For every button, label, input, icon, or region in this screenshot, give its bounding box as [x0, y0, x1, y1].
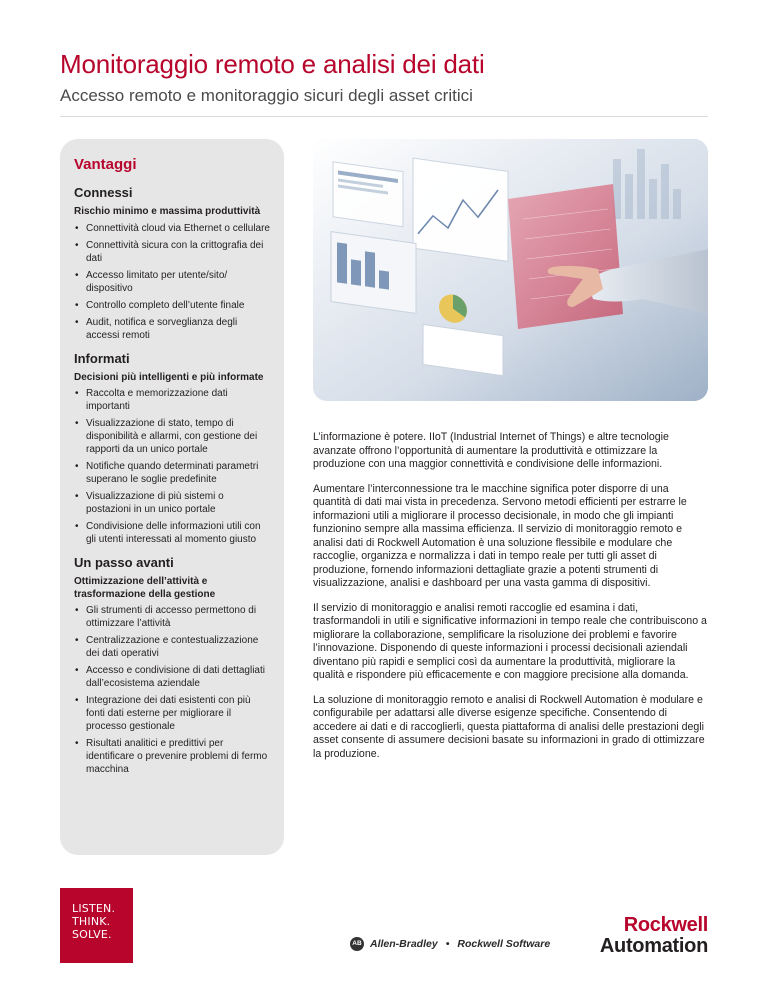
- list-item: • Visualizzazione di stato, tempo di disponibilità e allarmi, con gestione dei rapporti da un unico portale: [74, 417, 271, 456]
- list-item: • Connettività sicura con la crittografia dei dati: [74, 239, 271, 265]
- benefit-section-informed: [74, 351, 271, 547]
- partner-name: Allen-Bradley: [370, 938, 438, 950]
- page-title: Monitoraggio remoto e analisi dei dati: [60, 49, 485, 79]
- rockwell-automation-logo: [566, 915, 708, 956]
- section-subtitle: Rischio minimo e massima produttività: [74, 206, 261, 217]
- hero-illustration: [313, 139, 708, 401]
- body-paragraph: Il servizio di monitoraggio e analisi remoti raccoglie ed esamina i dati, trasformandoli in utili e significative informazioni in tempo reale che contribuiscono a migliorare la collaborazione, semplificare la risoluzione dei problemi e favorire l’innovazione. Disponendo di queste informazioni i processi decisionali aziendali diventano più rapidi e semplici così da aumentare la produttività, migliorare la qualità e rispondere più efficacemente e con maggiore precisione alla domanda.: [313, 601, 707, 681]
- body-paragraph: L’informazione è potere. IIoT (Industrial Internet of Things) e altre tecnologie avanzate offrono l’opportunità di aumentare la produttività e ottimizzare la produzione con una maggior connettività e condivisione delle informazioni.: [313, 431, 669, 470]
- body-paragraph: Aumentare l’interconnessione tra le macchine significa poter disporre di una quantità di dati mai vista in precedenza. Servono metodi efficienti per estrarre le informazioni utili a migliorare il processo decisionale, in modo che gli impianti funzionino sempre alla massima efficienza. Il servizio di monitoraggio remoto e analisi dati di Rockwell Automation è una soluzione flessibile e modulare che raccoglie, organizza e normalizza i dati in tempo reale per tutti gli asset di produzione, fornendo informazioni dettagliate grazie a potenti strumenti di visualizzazione, analisi e dashboard per una vasta gamma di dispositivi.: [313, 482, 687, 589]
- list-item: • Controllo completo dell’utente finale: [74, 299, 271, 312]
- partner-name: Rockwell Software: [457, 938, 551, 950]
- listen-think-solve-logo: [60, 888, 133, 963]
- list-item: • Accesso limitato per utente/sito/ dispositivo: [74, 269, 271, 295]
- benefit-section-connected: [74, 185, 271, 342]
- hero-image: [313, 139, 708, 401]
- list-item: • Integrazione dei dati esistenti con più fonti dati esterne per migliorare il processo gestionale: [74, 694, 271, 733]
- tagline-line: SOLVE.: [72, 928, 112, 941]
- allen-bradley-logo-icon: AB: [350, 937, 364, 951]
- page-subtitle: Accesso remoto e monitoraggio sicuri degli asset critici: [60, 86, 473, 105]
- list-item: • Visualizzazione di più sistemi o postazioni in un unico portale: [74, 490, 271, 516]
- list-item: • Gli strumenti di accesso permettono di ottimizzare l’attività: [74, 604, 271, 630]
- list-item: • Connettività cloud via Ethernet o cellulare: [74, 222, 271, 235]
- partner-brands: [350, 937, 550, 951]
- list-item: • Centralizzazione e contestualizzazione dei dati operativi: [74, 634, 271, 660]
- section-title: Un passo avanti: [74, 555, 174, 570]
- list-item: • Notifiche quando determinati parametri superano le soglie predefinite: [74, 460, 271, 486]
- section-subtitle: Decisioni più intelligenti e più informate: [74, 371, 264, 383]
- benefit-list: [74, 387, 271, 546]
- benefit-list: [74, 222, 271, 342]
- body-text: [313, 431, 708, 772]
- list-item: • Risultati analitici e predittivi per identificare o prevenire problemi di fermo macchina: [74, 737, 271, 776]
- header-divider: [60, 116, 708, 117]
- benefits-sidebar: [60, 139, 284, 855]
- benefit-section-step-ahead: [74, 555, 271, 776]
- brand-line: Automation: [599, 935, 708, 957]
- section-title: Informati: [74, 350, 130, 366]
- brand-line: Rockwell: [623, 914, 708, 936]
- sidebar-heading: Vantaggi: [74, 156, 137, 173]
- list-item: • Condivisione delle informazioni utili con gli utenti interessati al momento giusto: [74, 520, 271, 546]
- tagline-line: THINK.: [72, 915, 111, 928]
- list-item: • Accesso e condivisione di dati dettagliati dall’ecosistema aziendale: [74, 664, 271, 690]
- tagline-line: LISTEN.: [72, 902, 116, 915]
- partner-separator: •: [445, 938, 450, 950]
- list-item: • Raccolta e memorizzazione dati importanti: [74, 387, 271, 413]
- benefit-list: [74, 604, 271, 776]
- section-title: Connessi: [74, 185, 133, 200]
- list-item: • Audit, notifica e sorveglianza degli accessi remoti: [74, 316, 271, 342]
- body-paragraph: La soluzione di monitoraggio remoto e analisi di Rockwell Automation è modulare e configurabile per adattarsi alle diverse esigenze specifiche. Consentendo di accedere ai dati e di raccoglierli, questa piattaforma di analisi delle prestazioni degli asset consente di assumere decisioni basate su informazioni in grado di ottimizzare la produzione.: [313, 693, 705, 760]
- section-subtitle: Ottimizzazione dell’attività e trasformazione della gestione: [74, 576, 216, 600]
